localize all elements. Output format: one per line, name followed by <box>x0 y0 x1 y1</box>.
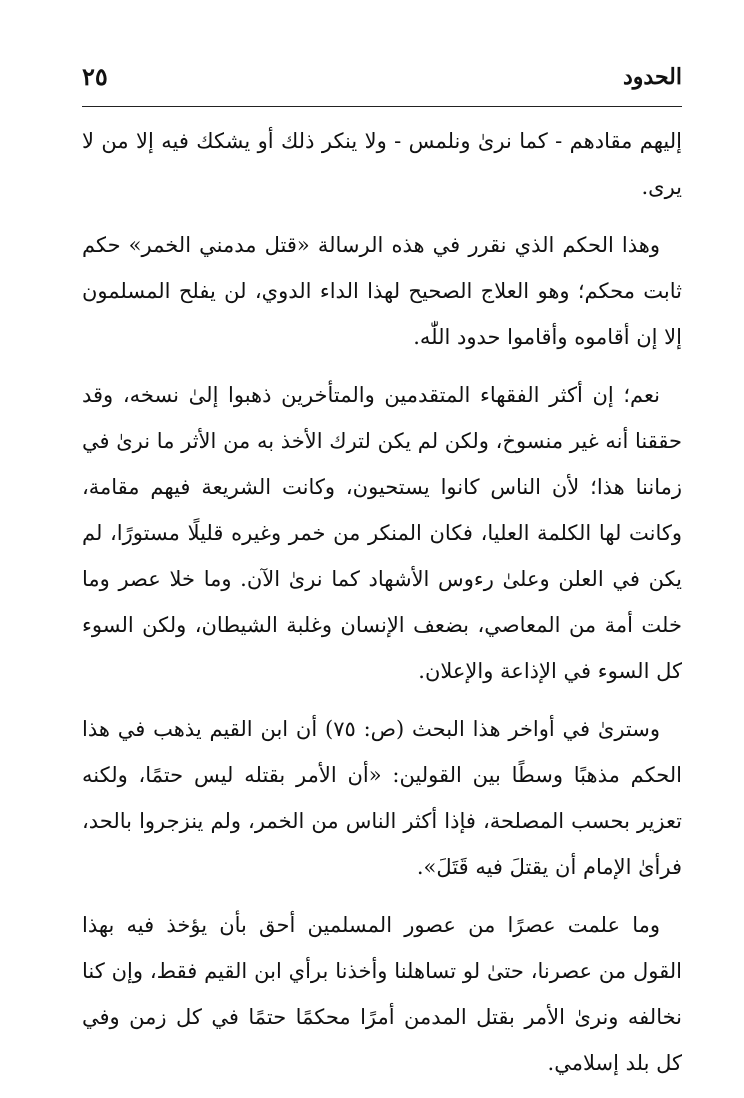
paragraph-2: وهذا الحكم الذي نقرر في هذه الرسالة «قتل مدمني الخمر» حكم ثابت محكم؛ وهو العلاج الصحيح لهذا الداء الدوي، لن يفلح المسلمون إلا إن أقاموه وأقاموا حدود اللّٰه. <box>82 233 682 349</box>
running-header <box>82 60 682 100</box>
header-rule <box>82 106 682 107</box>
page-number: ٢٥ <box>82 62 108 91</box>
body-text <box>82 118 682 1098</box>
paragraph-1: إليهم مقادهم - كما نرىٰ ونلمس - ولا ينكر ذلك أو يشكك فيه إلا من لا يرى. <box>82 129 682 199</box>
chapter-title: الحدود <box>623 64 682 90</box>
paragraph-5: وما علمت عصرًا من عصور المسلمين أحق بأن يؤخذ فيه بهذا القول من عصرنا، حتىٰ لو تساهلنا وأخذنا برأي ابن القيم فقط، وإن كنا نخالفه ونرىٰ الأمر بقتل المدمن أمرًا محكمًا حتمًا في كل زمن وفي كل بلد إسلامي. <box>82 913 682 1075</box>
paragraph-4: وسترىٰ في أواخر هذا البحث (ص: ٧٥) أن ابن القيم يذهب في هذا الحكم مذهبًا وسطًا بين القولين: «أن الأمر بقتله ليس حتمًا، ولكنه تعزير بحسب المصلحة، فإذا أكثر الناس من الخمر، ولم ينزجروا بالحد، فرأىٰ الإمام أن يقتلَ فيه قَتَلَ». <box>82 717 682 879</box>
paragraph-3: نعم؛ إن أكثر الفقهاء المتقدمين والمتأخرين ذهبوا إلىٰ نسخه، وقد حققنا أنه غير منسوخ، ولكن لم يكن لترك الأخذ به من الأثر ما نرىٰ في زماننا هذا؛ لأن الناس كانوا يستحيون، وكانت الشريعة فيهم مقامة، وكانت لها الكلمة العليا، فكان المنكر من خمر وغيره قليلًا مستورًا، لم يكن في العلن وعلىٰ رءوس الأشهاد كما نرىٰ الآن. وما خلا عصر وما خلت أمة من المعاصي، بضعف الإنسان وغلبة الشيطان، ولكن السوء كل السوء في الإذاعة والإعلان. <box>82 383 682 683</box>
